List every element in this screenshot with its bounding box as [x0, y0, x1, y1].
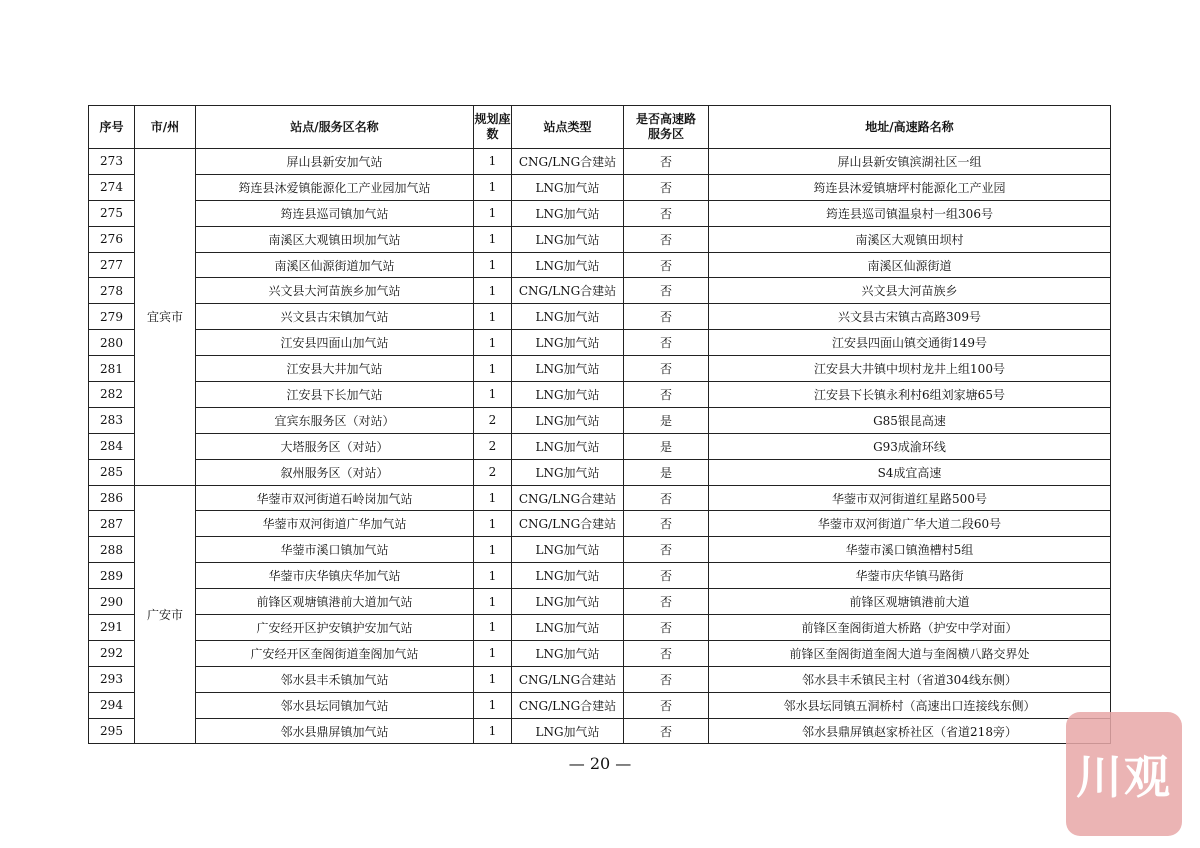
cell-index: 290	[89, 589, 135, 615]
table-row	[89, 200, 1111, 226]
cell-count: 1	[474, 666, 512, 692]
table-row	[89, 692, 1111, 718]
cell-type: LNG加气站	[512, 433, 624, 459]
cell-name: 叙州服务区（对站）	[196, 459, 474, 485]
cell-type: CNG/LNG合建站	[512, 485, 624, 511]
cell-count: 1	[474, 537, 512, 563]
page-number: — 20 —	[568, 754, 632, 773]
cell-count: 1	[474, 356, 512, 382]
cell-index: 287	[89, 511, 135, 537]
table-row	[89, 589, 1111, 615]
cell-name: 大塔服务区（对站）	[196, 433, 474, 459]
header-station-name: 站点/服务区名称	[196, 106, 474, 149]
cell-name: 筠连县巡司镇加气站	[196, 200, 474, 226]
cell-type: CNG/LNG合建站	[512, 692, 624, 718]
cell-index: 295	[89, 718, 135, 744]
cell-highway: 是	[624, 433, 709, 459]
cell-index: 280	[89, 330, 135, 356]
cell-count: 1	[474, 718, 512, 744]
table-row	[89, 149, 1111, 175]
header-address: 地址/高速路名称	[709, 106, 1111, 149]
cell-highway: 否	[624, 356, 709, 382]
cell-index: 284	[89, 433, 135, 459]
cell-index: 294	[89, 692, 135, 718]
table-row	[89, 330, 1111, 356]
cell-highway: 否	[624, 200, 709, 226]
cell-index: 275	[89, 200, 135, 226]
cell-type: LNG加气站	[512, 252, 624, 278]
cell-type: LNG加气站	[512, 356, 624, 382]
cell-index: 273	[89, 149, 135, 175]
cell-count: 2	[474, 433, 512, 459]
cell-index: 282	[89, 382, 135, 408]
header-is-highway: 是否高速路服务区	[624, 106, 709, 149]
watermark-logo: 川观	[1066, 712, 1182, 836]
cell-type: LNG加气站	[512, 382, 624, 408]
cell-name: 江安县四面山加气站	[196, 330, 474, 356]
cell-address: 华蓥市庆华镇马路街	[709, 563, 1111, 589]
cell-count: 1	[474, 485, 512, 511]
cell-count: 1	[474, 511, 512, 537]
cell-type: LNG加气站	[512, 718, 624, 744]
cell-index: 288	[89, 537, 135, 563]
table-row	[89, 640, 1111, 666]
table-row	[89, 511, 1111, 537]
cell-count: 1	[474, 563, 512, 589]
table-row	[89, 356, 1111, 382]
cell-index: 293	[89, 666, 135, 692]
table-row	[89, 718, 1111, 744]
table-row	[89, 278, 1111, 304]
cell-name: 华蓥市双河街道石岭岗加气站	[196, 485, 474, 511]
cell-highway: 否	[624, 537, 709, 563]
cell-highway: 否	[624, 226, 709, 252]
cell-name: 南溪区大观镇田坝加气站	[196, 226, 474, 252]
cell-highway: 否	[624, 278, 709, 304]
cell-address: 筠连县巡司镇温泉村一组306号	[709, 200, 1111, 226]
cell-index: 292	[89, 640, 135, 666]
cell-index: 289	[89, 563, 135, 589]
station-table	[88, 105, 1111, 744]
header-city: 市/州	[135, 106, 196, 149]
cell-type: LNG加气站	[512, 537, 624, 563]
cell-name: 兴文县古宋镇加气站	[196, 304, 474, 330]
cell-highway: 否	[624, 718, 709, 744]
cell-name: 华蓥市庆华镇庆华加气站	[196, 563, 474, 589]
cell-index: 291	[89, 615, 135, 641]
table-row	[89, 563, 1111, 589]
cell-address: 邻水县丰禾镇民主村（省道304线东侧）	[709, 666, 1111, 692]
cell-type: LNG加气站	[512, 459, 624, 485]
cell-address: 邻水县坛同镇五洞桥村（高速出口连接线东侧）	[709, 692, 1111, 718]
header-station-type: 站点类型	[512, 106, 624, 149]
cell-type: CNG/LNG合建站	[512, 666, 624, 692]
cell-highway: 否	[624, 252, 709, 278]
table-row	[89, 226, 1111, 252]
cell-address: 邻水县鼎屏镇赵家桥社区（省道218旁）	[709, 718, 1111, 744]
cell-name: 南溪区仙源街道加气站	[196, 252, 474, 278]
cell-index: 278	[89, 278, 135, 304]
table-row	[89, 666, 1111, 692]
cell-index: 279	[89, 304, 135, 330]
cell-address: 江安县四面山镇交通街149号	[709, 330, 1111, 356]
table-row	[89, 485, 1111, 511]
cell-address: 前锋区观塘镇港前大道	[709, 589, 1111, 615]
cell-count: 1	[474, 226, 512, 252]
cell-highway: 否	[624, 563, 709, 589]
cell-highway: 否	[624, 485, 709, 511]
table-row	[89, 407, 1111, 433]
cell-count: 1	[474, 149, 512, 175]
cell-city: 广安市	[135, 485, 196, 744]
cell-address: 屏山县新安镇滨湖社区一组	[709, 149, 1111, 175]
cell-address: 前锋区奎阁街道大桥路（护安中学对面）	[709, 615, 1111, 641]
cell-name: 广安经开区护安镇护安加气站	[196, 615, 474, 641]
cell-address: 南溪区大观镇田坝村	[709, 226, 1111, 252]
cell-highway: 否	[624, 330, 709, 356]
cell-index: 286	[89, 485, 135, 511]
cell-city: 宜宾市	[135, 149, 196, 486]
table-row	[89, 433, 1111, 459]
cell-highway: 否	[624, 615, 709, 641]
cell-type: LNG加气站	[512, 615, 624, 641]
cell-highway: 否	[624, 666, 709, 692]
cell-highway: 否	[624, 640, 709, 666]
cell-count: 2	[474, 407, 512, 433]
cell-index: 274	[89, 174, 135, 200]
table-body	[89, 149, 1111, 744]
cell-address: S4成宜高速	[709, 459, 1111, 485]
cell-type: LNG加气站	[512, 304, 624, 330]
cell-highway: 否	[624, 149, 709, 175]
cell-type: CNG/LNG合建站	[512, 149, 624, 175]
cell-name: 广安经开区奎阁街道奎阁加气站	[196, 640, 474, 666]
cell-address: 华蓥市溪口镇渔槽村5组	[709, 537, 1111, 563]
cell-count: 1	[474, 640, 512, 666]
cell-highway: 否	[624, 692, 709, 718]
cell-address: G93成渝环线	[709, 433, 1111, 459]
table-row	[89, 304, 1111, 330]
table-row	[89, 252, 1111, 278]
cell-count: 1	[474, 200, 512, 226]
cell-count: 1	[474, 330, 512, 356]
table-row	[89, 174, 1111, 200]
cell-address: 江安县大井镇中坝村龙井上组100号	[709, 356, 1111, 382]
cell-type: LNG加气站	[512, 589, 624, 615]
cell-address: G85银昆高速	[709, 407, 1111, 433]
cell-highway: 是	[624, 407, 709, 433]
cell-highway: 否	[624, 589, 709, 615]
cell-address: 前锋区奎阁街道奎阁大道与奎阁横八路交界处	[709, 640, 1111, 666]
cell-name: 江安县大井加气站	[196, 356, 474, 382]
cell-type: LNG加气站	[512, 407, 624, 433]
cell-index: 281	[89, 356, 135, 382]
cell-count: 1	[474, 382, 512, 408]
cell-highway: 是	[624, 459, 709, 485]
cell-count: 1	[474, 174, 512, 200]
cell-index: 285	[89, 459, 135, 485]
cell-address: 南溪区仙源街道	[709, 252, 1111, 278]
cell-highway: 否	[624, 511, 709, 537]
cell-address: 兴文县古宋镇古高路309号	[709, 304, 1111, 330]
cell-type: LNG加气站	[512, 640, 624, 666]
cell-count: 2	[474, 459, 512, 485]
cell-type: CNG/LNG合建站	[512, 511, 624, 537]
cell-type: LNG加气站	[512, 226, 624, 252]
cell-type: LNG加气站	[512, 200, 624, 226]
cell-count: 1	[474, 252, 512, 278]
cell-name: 邻水县坛同镇加气站	[196, 692, 474, 718]
cell-name: 筠连县沐爱镇能源化工产业园加气站	[196, 174, 474, 200]
cell-highway: 否	[624, 174, 709, 200]
cell-type: LNG加气站	[512, 563, 624, 589]
cell-type: LNG加气站	[512, 330, 624, 356]
cell-address: 兴文县大河苗族乡	[709, 278, 1111, 304]
cell-name: 屏山县新安加气站	[196, 149, 474, 175]
cell-name: 邻水县丰禾镇加气站	[196, 666, 474, 692]
cell-count: 1	[474, 615, 512, 641]
cell-index: 283	[89, 407, 135, 433]
cell-count: 1	[474, 278, 512, 304]
cell-address: 华蓥市双河街道红星路500号	[709, 485, 1111, 511]
cell-name: 邻水县鼎屏镇加气站	[196, 718, 474, 744]
table-row	[89, 459, 1111, 485]
cell-address: 华蓥市双河街道广华大道二段60号	[709, 511, 1111, 537]
cell-address: 江安县下长镇永利村6组刘家塘65号	[709, 382, 1111, 408]
cell-name: 江安县下长加气站	[196, 382, 474, 408]
cell-index: 276	[89, 226, 135, 252]
cell-index: 277	[89, 252, 135, 278]
cell-highway: 否	[624, 382, 709, 408]
table-header-row	[89, 106, 1111, 149]
cell-type: CNG/LNG合建站	[512, 278, 624, 304]
cell-name: 前锋区观塘镇港前大道加气站	[196, 589, 474, 615]
cell-count: 1	[474, 589, 512, 615]
cell-type: LNG加气站	[512, 174, 624, 200]
header-index: 序号	[89, 106, 135, 149]
cell-count: 1	[474, 304, 512, 330]
header-planned-count: 规划座数	[474, 106, 512, 149]
cell-count: 1	[474, 692, 512, 718]
table-row	[89, 615, 1111, 641]
cell-name: 华蓥市双河街道广华加气站	[196, 511, 474, 537]
cell-highway: 否	[624, 304, 709, 330]
cell-address: 筠连县沐爱镇塘坪村能源化工产业园	[709, 174, 1111, 200]
cell-name: 兴文县大河苗族乡加气站	[196, 278, 474, 304]
cell-name: 华蓥市溪口镇加气站	[196, 537, 474, 563]
cell-name: 宜宾东服务区（对站）	[196, 407, 474, 433]
table-row	[89, 382, 1111, 408]
table-row	[89, 537, 1111, 563]
